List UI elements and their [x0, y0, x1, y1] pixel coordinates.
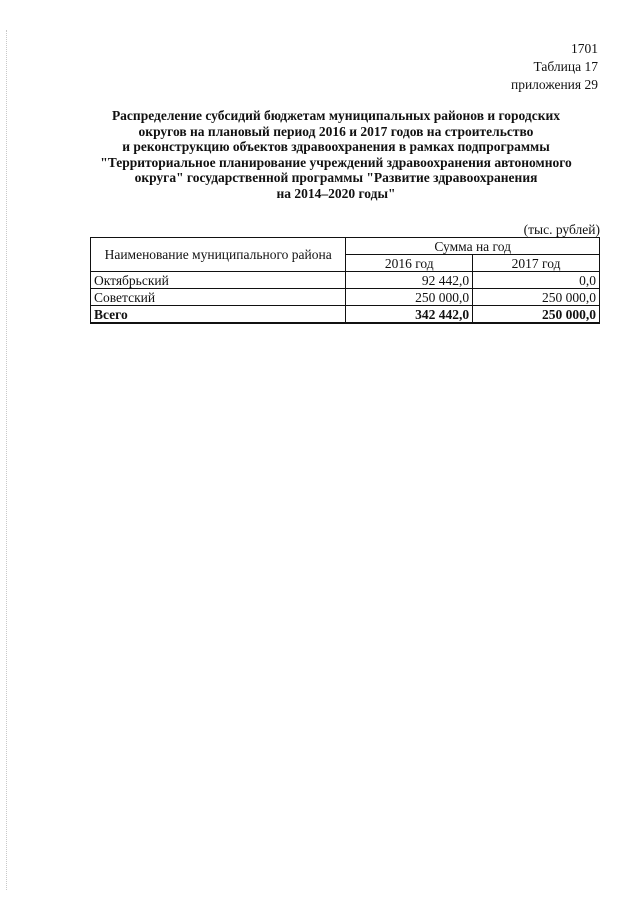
value-2017: 250 000,0 — [473, 289, 600, 306]
table-label: Таблица 17 — [533, 59, 598, 74]
document-title — [86, 108, 586, 201]
column-header-2017: 2017 год — [473, 255, 600, 272]
title-line: Распределение субсидий бюджетам муниципальных районов и городских — [111, 108, 561, 123]
appendix-label: приложения 29 — [510, 77, 598, 92]
table-row — [91, 272, 600, 289]
table-header-row — [91, 238, 600, 255]
column-header-name: Наименование муниципального района — [91, 238, 346, 272]
title-line: "Территориальное планирование учреждений здравоохранения автономного — [100, 154, 572, 170]
total-2017: 250 000,0 — [473, 306, 600, 324]
table-total-row — [91, 306, 600, 324]
title-line: округов на плановый период 2016 и 2017 годов на строительство — [138, 123, 534, 139]
title-line: и реконструкцию объектов здравоохранения в рамках подпрограммы — [122, 139, 550, 154]
table-row — [91, 289, 600, 306]
title-line: на 2014–2020 годы" — [276, 185, 396, 201]
header-block — [511, 40, 598, 94]
value-2016: 250 000,0 — [346, 289, 473, 306]
row-name: Октябрьский — [91, 272, 346, 289]
total-name: Всего — [91, 306, 346, 324]
total-2016: 342 442,0 — [346, 306, 473, 324]
title-line: округа" государственной программы "Развитие здравоохранения — [134, 170, 538, 185]
row-name: Советский — [91, 289, 346, 306]
column-header-group: Сумма на год — [346, 238, 600, 255]
scan-edge-line — [6, 30, 8, 890]
page-number: 1701 — [571, 41, 598, 56]
value-2016: 92 442,0 — [346, 272, 473, 289]
column-header-2016: 2016 год — [346, 255, 473, 272]
units-label: (тыс. рублей) — [523, 222, 600, 237]
subsidy-table — [90, 237, 600, 324]
value-2017: 0,0 — [473, 272, 600, 289]
